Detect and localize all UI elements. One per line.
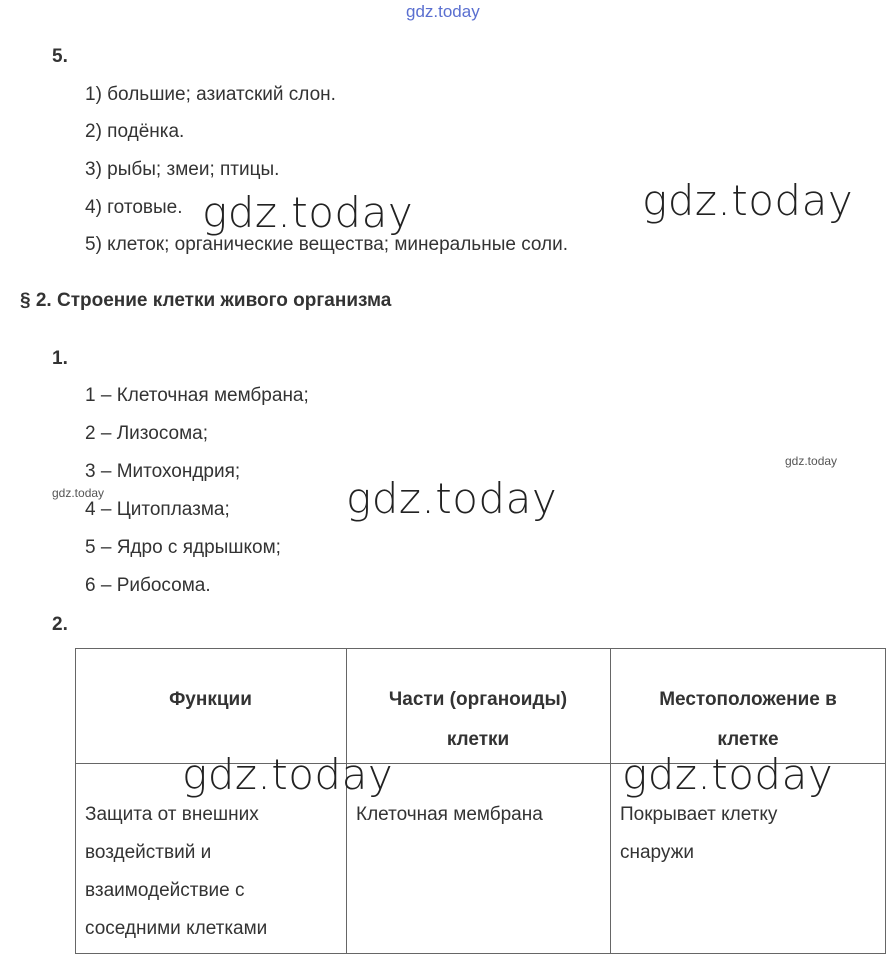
task-1-line-3: 3 – Митохондрия; — [85, 461, 241, 482]
watermark-big-5: gdz.today — [622, 750, 834, 799]
watermark-big-4: gdz.today — [182, 750, 394, 799]
watermark-big-2: gdz.today — [642, 176, 854, 225]
task-1-line-6: 6 – Рибосома. — [85, 575, 211, 596]
table-cell-function: Защита от внешних воздействий и взаимодействие с соседними клетками — [85, 804, 268, 939]
task-1-line-4: 4 – Цитоплазма; — [85, 499, 230, 520]
watermark-big-1: gdz.today — [202, 188, 414, 237]
watermark-big-3: gdz.today — [346, 474, 558, 523]
functions-table — [75, 648, 886, 954]
table-header-location: Местоположение в клетке — [659, 689, 837, 750]
watermark-top: gdz.today — [406, 2, 480, 21]
task-5-line-3: 3) рыбы; змеи; птицы. — [85, 159, 280, 180]
task-5-number: 5. — [52, 46, 68, 67]
watermark-small-1: gdz.today — [785, 454, 838, 468]
task-1-line-5: 5 – Ядро с ядрышком; — [85, 537, 281, 558]
table-cell-location: Покрывает клетку снаружи — [620, 804, 778, 863]
watermark-small-2: gdz.today — [52, 486, 105, 500]
table-header-functions: Функции — [169, 689, 252, 710]
task-2-number: 2. — [52, 614, 68, 635]
table-cell-part: Клеточная мембрана — [356, 804, 543, 825]
task-5-line-1: 1) большие; азиатский слон. — [85, 84, 336, 105]
task-5-line-5: 5) клеток; органические вещества; минеральные соли. — [85, 234, 569, 255]
task-1-line-2: 2 – Лизосома; — [85, 423, 209, 444]
task-1-line-1: 1 – Клеточная мембрана; — [85, 385, 309, 406]
task-5-line-4: 4) готовые. — [85, 197, 183, 218]
section-title: § 2. Строение клетки живого организма — [20, 290, 392, 311]
table-header-parts: Части (органоиды) клетки — [388, 689, 568, 750]
task-5-line-2: 2) подёнка. — [85, 121, 185, 142]
task-1-number: 1. — [52, 348, 68, 369]
